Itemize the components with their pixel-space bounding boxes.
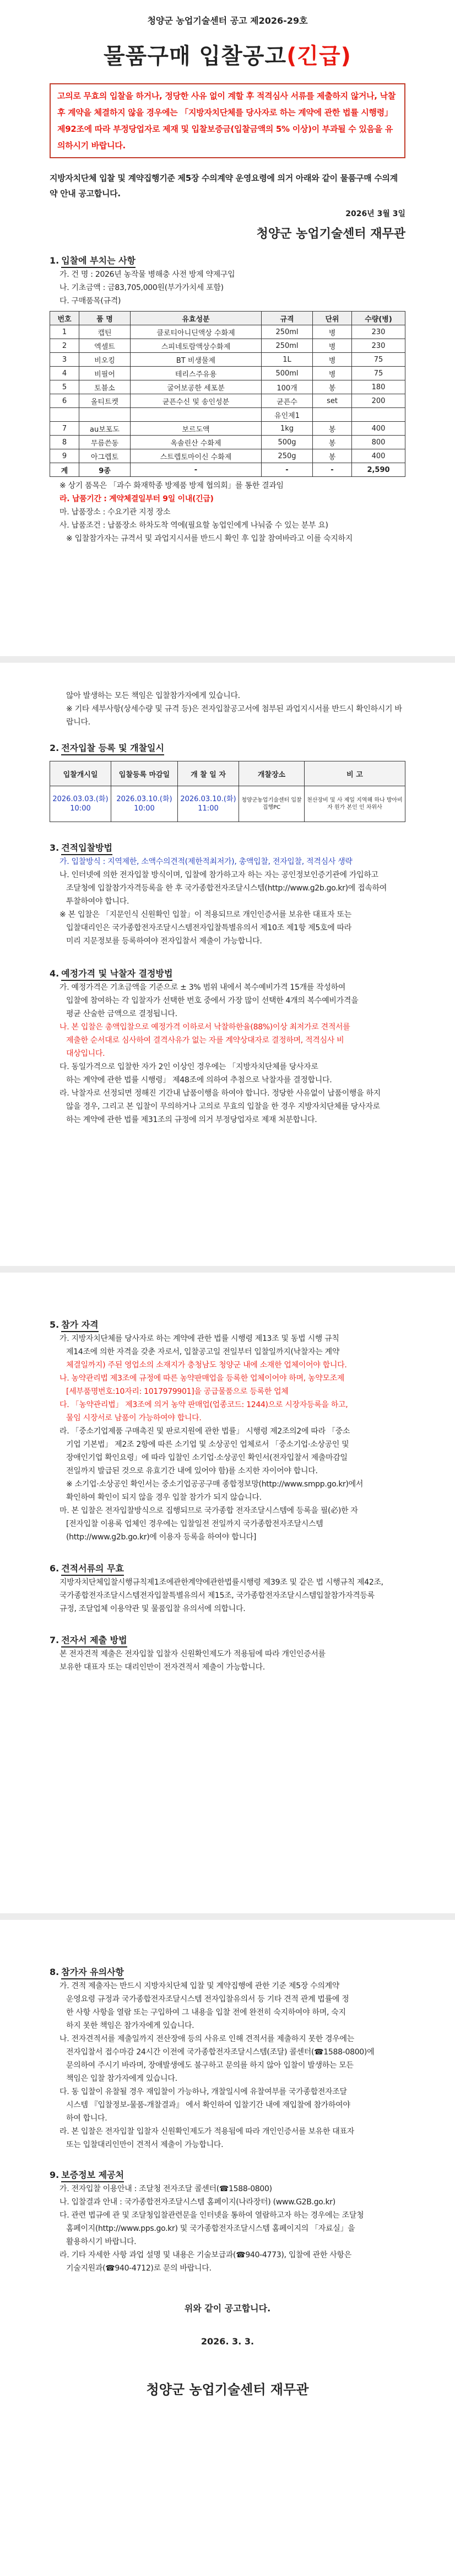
page-title — [50, 39, 405, 70]
table-cell: 스트렙토마이신 수화제 — [131, 449, 262, 463]
text-line: 홈페이지(http://www.pps.go.kr) 및 국가종합전자조달시스템 홈페이지의 「자료실」을 — [66, 2224, 355, 2233]
table-cell: set — [313, 394, 352, 408]
text-line: 전자입찰서 접수마감 24시간 이전에 국가종합전자조달시스템(조달) 콜센터(☎1588-0800)에 — [66, 2048, 375, 2057]
section-number: 1. — [50, 255, 59, 266]
section-number: 8. — [50, 1967, 59, 1977]
delivery-place-line: 마. 납품장소 : 수요기관 지정 장소 — [59, 508, 171, 517]
table-cell: 청양군농업기술센터 입찰집행PC — [239, 786, 305, 822]
notice-number: 청양군 농업기술센터 공고 제2026-29호 — [147, 15, 308, 26]
page-3 — [0, 1273, 455, 1674]
items-table — [50, 311, 405, 477]
table-cell: 병 — [313, 353, 352, 367]
table-cell: 캡틴 — [79, 325, 131, 339]
text-line: 전일까지 발급된 것으로 유효기간 내에 있어야 함)를 소지한 자이어야 합니다. — [66, 1467, 318, 1475]
page-divider — [0, 656, 455, 663]
closing-statement: 위와 같이 공고합니다. — [184, 2303, 271, 2314]
table-cell: 올티트켓 — [79, 394, 131, 408]
text-line: 시스템 『입찰정보-물품-개찰결과』 에서 확인하여 입찰기간 내에 재입찰에 참가하여야 — [66, 2101, 350, 2110]
table-cell: 봉 — [313, 380, 352, 394]
table-cell — [79, 408, 131, 422]
table-cell: 천산장비 및 사 제일 지역해 하나 방아비자 원가 본인 인 차위사 — [305, 786, 405, 822]
table-cell: 4 — [50, 367, 79, 380]
page-divider — [0, 1913, 455, 1920]
table-row — [50, 449, 405, 463]
text-line: 마. 본 입찰은 전자입찰방식으로 집행되므로 국가종합 전자조달시스템에 등록을 필(必)한 자 — [59, 1506, 358, 1515]
column-header: 입찰개시일 — [50, 761, 111, 786]
text-line: (http://www.g2b.go.kr)에 이용자 등록을 하여야 합니다] — [66, 1533, 257, 1542]
text-line: 나. 입찰결과 안내 : 국가종합전자조달시스템 홈페이지(나라장터) (www.G2B.go.kr) — [59, 2198, 335, 2207]
page-2 — [0, 663, 455, 1126]
column-header: 비 고 — [305, 761, 405, 786]
text-line: 또는 입찰대리인만이 견적서 제출이 가능합니다. — [66, 2140, 224, 2149]
table-cell: BT 비생물제 — [131, 353, 262, 367]
section-4-heading — [50, 967, 405, 981]
table-cell: 75 — [352, 367, 405, 380]
table-header-row — [50, 761, 405, 786]
text-line: 물임 시장서로 남품이 가능하여야 합니다. — [66, 1414, 202, 1423]
table-cell: au보포도 — [79, 422, 131, 436]
table-cell: 8 — [50, 436, 79, 449]
text-line: 하지 못한 책임은 참가자에게 있습니다. — [66, 2021, 194, 2030]
closing-organization: 청양군 농업기술센터 재무관 — [146, 2382, 309, 2397]
section-number: 9. — [50, 2170, 59, 2180]
column-header: 개찰장소 — [239, 761, 305, 786]
section-3-heading — [50, 841, 405, 855]
table-cell — [131, 408, 262, 422]
section-8-heading — [50, 1965, 405, 1979]
delivery-period-line: 라. 납품기간 : 계약체결일부터 9일 이내(긴급) — [59, 495, 214, 503]
text-line: 대상입니다. — [66, 1049, 105, 1058]
table-cell: 500g — [262, 436, 313, 449]
text-line: 조달청에 입찰참가자격등록을 한 후 국가종합전자조달시스템(http://www.g2b.go.kr)에 접속하여 — [66, 884, 387, 893]
table-cell — [313, 408, 352, 422]
section-7-heading — [50, 1633, 405, 1647]
text-line: 가. 예정가격은 기초금액을 기준으로 ± 3% 범위 내에서 복수예비가격 15개를 작성하여 — [59, 983, 346, 992]
table-cell: 800 — [352, 436, 405, 449]
table-cell: 9종 — [79, 463, 131, 477]
section-title: 참가자 유의사항 — [61, 1965, 124, 1979]
text-line: 규정, 조달업체 이용약관 및 물품입찰 유의서에 의합니다. — [59, 1604, 246, 1613]
table-row — [50, 380, 405, 394]
table-cell: 옥솔린산 수화제 — [131, 436, 262, 449]
text-line: 하는 계약에 관한 법률 시행령」 제48조에 의하여 추첨으로 낙찰자를 결정합니다. — [66, 1076, 332, 1085]
table-cell: 테리스주유용 — [131, 367, 262, 380]
column-header: 품 명 — [79, 312, 131, 325]
text-line: 제14조에 의한 자격을 갖춘 자로서, 입찰공고일 전일부터 입찰일까지(낙찰자는 계약 — [66, 1348, 340, 1356]
table-cell: 봉 — [313, 422, 352, 436]
column-header: 단위 — [313, 312, 352, 325]
section-9-heading — [50, 2168, 405, 2182]
table-cell: - — [262, 463, 313, 477]
table-cell: 230 — [352, 325, 405, 339]
table-cell: 비오킹 — [79, 353, 131, 367]
table-cell: 클로티아니딘액상 수화제 — [131, 325, 262, 339]
table-cell: 굴어보공한 세포분 — [131, 380, 262, 394]
text-line: 다. 관련 법규에 관 및 조달청입찰관련문을 인터넷을 통하여 열람하고자 하는 경우에는 조달청 — [59, 2211, 364, 2220]
column-header: 입찰등록 마감일 — [111, 761, 178, 786]
table-cell: 250g — [262, 449, 313, 463]
text-line: 가. 입찰방식 : 지역제한, 소액수의견적(제한적최저가), 총액입찰, 전자입찰, 적격심사 생략 — [59, 857, 353, 866]
section-number: 5. — [50, 1319, 59, 1330]
text-line: 활용하시기 바랍니다. — [66, 2237, 137, 2246]
table-cell: 2026.03.03.(화) 10:00 — [50, 786, 111, 822]
intro-text: 지방자치단체 입찰 및 계약집행기준 제5장 수의계약 운영요령에 의거 아래와 같이 물품구매 수의계약 안내 공고합니다. — [50, 173, 398, 198]
text-line: 기업 기본법」 제2조 2항에 따른 소기업 및 소상공인 업체로서 「중소기업·소상공인 및 — [66, 1440, 349, 1449]
section-title: 참가 자격 — [61, 1318, 98, 1332]
table-total-row — [50, 463, 405, 477]
item-name-line: 가. 건 명 : 2026년 농작물 병해충 사전 방제 약제구입 — [59, 270, 235, 279]
table-cell: 병 — [313, 367, 352, 380]
table-cell: 400 — [352, 422, 405, 436]
detail-note: ※ 기타 세부사항(상세수량 및 규격 등)은 전자입찰공고서에 첨부된 과업지시서를 반드시 확인하시기 바랍니다. — [66, 705, 402, 727]
section-title: 견적서류의 무효 — [61, 1561, 124, 1576]
table-cell: 180 — [352, 380, 405, 394]
text-line: 운영요령 규정과 국가종합전자조달시스템 전자입찰유의서 등 기타 견적 관계 법률에 정 — [66, 1995, 349, 2004]
table-cell: 비필어 — [79, 367, 131, 380]
table-cell: 100개 — [262, 380, 313, 394]
table-cell: 5 — [50, 380, 79, 394]
text-line: 제출한 순서대로 심사하여 결격사유가 없는 자를 계약상대자로 결정하며, 적격심사 비 — [66, 1036, 344, 1045]
section-1-heading — [50, 254, 405, 268]
section-5-heading — [50, 1318, 405, 1332]
table-cell: 500ml — [262, 367, 313, 380]
table-cell: 계 — [50, 463, 79, 477]
table-cell: 유인제1 — [262, 408, 313, 422]
table-cell: - — [131, 463, 262, 477]
section-title: 입찰에 부치는 사항 — [61, 254, 136, 268]
table-cell: 엑셀트 — [79, 339, 131, 353]
items-table-body — [50, 325, 405, 477]
table-cell: 스피네토람액상수화제 — [131, 339, 262, 353]
section-number: 4. — [50, 968, 59, 979]
title-urgent: (긴급) — [286, 44, 351, 69]
text-line: 투찰하여야 합니다. — [66, 897, 129, 906]
text-line: ※ 본 입찰은 「지문인식 신원확인 입찰」이 적용되므로 개인인증서를 보유한 대표자 또는 — [59, 910, 351, 919]
text-line: 본 전자견적 제출은 전자입찰 입찰자 신원확인제도가 적용됨에 따라 개인인증서를 — [59, 1650, 326, 1659]
page-4 — [0, 1920, 455, 2398]
base-amount-line: 나. 기초금액 : 금83,705,000원(부가가치세 포함) — [59, 283, 224, 292]
page-divider — [0, 1266, 455, 1273]
table-row — [50, 353, 405, 367]
text-line: 체결일까지) 주된 영업소의 소재지가 충청남도 청양군 내에 소재한 업체이어야 합니다. — [66, 1361, 347, 1370]
table-cell: 아그렙토 — [79, 449, 131, 463]
column-header: 규격 — [262, 312, 313, 325]
text-line: 가. 전자입찰 이용안내 : 조달청 전자조달 콜센터(☎1588-0800) — [59, 2185, 272, 2193]
table-cell: 6 — [50, 394, 79, 408]
page-1 — [0, 0, 455, 545]
text-line: [전자입찰 이용록 업체인 경우에는 입찰일전 전일까지 국가종합전자조달시스템 — [66, 1520, 323, 1528]
table-row — [50, 394, 405, 408]
section-title: 견적입찰방법 — [61, 841, 112, 855]
table-note: ※ 상기 품목은 「과수 화재학종 방제품 방제 협의회」를 통한 결과임 — [59, 481, 284, 490]
text-line: 입찰대리인은 국가종합전자조달시스템전자입찰특별유의서 제10조 제1항 제5호에 따라 — [66, 924, 352, 932]
text-line: 다. 「농약관리법」 제3조에 의거 농약 판매업(업종코드: 1244)으로 시장자등록을 하고, — [59, 1400, 348, 1409]
text-line: 라. 낙찰자로 선정되면 정해진 기간내 납품이행을 하여야 합니다. 정당한 사유없이 납품이행을 하지 — [59, 1089, 381, 1098]
schedule-table — [50, 761, 405, 822]
table-cell: 75 — [352, 353, 405, 367]
table-row — [50, 325, 405, 339]
table-cell: 3 — [50, 353, 79, 367]
text-line: 가. 견적 제출자는 반드시 지방자치단체 입찰 및 계약집행에 관한 기준 제5장 수의계약 — [59, 1982, 340, 1990]
text-line: 나. 전자견적서를 제출일까지 전산장애 등의 사유로 인해 견적서를 제출하지 못한 경우에는 — [59, 2035, 354, 2043]
table-cell: 병 — [313, 325, 352, 339]
text-line: 평균 산술한 금액으로 결정됩니다. — [66, 1010, 177, 1018]
section-number: 7. — [50, 1635, 59, 1645]
section-6-heading — [50, 1561, 405, 1576]
table-cell: 9 — [50, 449, 79, 463]
text-line: 지방자치단체입찰시행규칙제1조에관한계약에관한법률시행령 제39조 및 같은 법 시행규칙 제42조, — [59, 1578, 383, 1587]
delivery-condition-line: 사. 납품조건 : 납품장소 하차도착 역에(필요할 농업인에게 나눠줌 수 있는 분부 요) — [59, 521, 328, 530]
section-number: 6. — [50, 1563, 59, 1574]
warning-box — [50, 83, 405, 158]
text-line: 하는 계약에 관한 법률 제31조의 규정에 의거 부정당업자로 제재 처분합니다. — [66, 1115, 317, 1124]
table-cell: 250ml — [262, 339, 313, 353]
text-line: ※ 소기업·소상공인 확인서는 중소기업공공구매 종합정보망(http://www.smpp.go.kr)에서 — [66, 1480, 364, 1489]
section-number: 3. — [50, 842, 59, 853]
text-line: 라. 「중소기업제품 구매촉진 및 판로지원에 관한 법률」 시행령 제2조의2에 따라 「중소 — [59, 1427, 350, 1436]
table-cell — [50, 408, 79, 422]
column-header: 수량(병) — [352, 312, 405, 325]
table-cell: 1kg — [262, 422, 313, 436]
text-line: 하여 합니다. — [66, 2114, 107, 2123]
table-cell: 보르도액 — [131, 422, 262, 436]
table-cell: 봉 — [313, 449, 352, 463]
table-row — [50, 339, 405, 353]
table-cell: 균픈수신 및 송인성분 — [131, 394, 262, 408]
table-row — [50, 436, 405, 449]
section-title: 전자입찰 등록 및 개찰일시 — [61, 741, 164, 755]
table-cell: 1L — [262, 353, 313, 367]
column-header: 번호 — [50, 312, 79, 325]
section-number: 2. — [50, 743, 59, 753]
text-line: [세부품명번호:10자리: 1017979901]을 공급물품으로 등록한 업체 — [66, 1387, 289, 1396]
table-row — [50, 422, 405, 436]
text-line: 나. 본 입찰은 총액입찰으로 예정가격 이하로서 낙찰하한율(88%)이상 최저가로 견적서를 — [59, 1023, 350, 1032]
spec-note-continued: 않아 발생하는 모든 책임은 입찰참가자에게 있습니다. — [66, 691, 240, 700]
table-cell: 7 — [50, 422, 79, 436]
column-header: 유효성분 — [131, 312, 262, 325]
text-line: 라. 기타 자세한 사항 과업 설명 및 내용은 기술보급과(☎940-4773), 입찰에 관한 사항은 — [59, 2251, 351, 2260]
items-label: 다. 구매품목(규격) — [59, 297, 121, 305]
text-line: 책임은 입찰 참가자에게 있습니다. — [66, 2074, 177, 2083]
table-cell: 2 — [50, 339, 79, 353]
text-line: 한 사항 사항을 열람 또는 구입하여 그 내용을 입찰 전에 완전히 숙지하여야 하며, 숙지 — [66, 2008, 346, 2017]
text-line: 나. 인터넷에 의한 전자입찰 방식이며, 입찰에 참가하고자 하는 자는 공인정보인증기관에 가입하고 — [59, 871, 378, 879]
text-line: 다. 동 입찰이 유찰될 경우 재입찰이 가능하나, 개찰일시에 유찰여부를 국가종합전자조달 — [59, 2087, 347, 2096]
section-title: 전자서 제출 방법 — [61, 1633, 127, 1647]
section-title: 예정가격 및 낙찰자 결정방법 — [61, 967, 172, 981]
table-cell: 230 — [352, 339, 405, 353]
text-line: 국가종합전자조달시스템전자입찰특별유의서 제15조, 국가종합전자조달시스템입찰참가자격등록 — [59, 1591, 375, 1600]
table-cell: 2026.03.10.(화) 10:00 — [111, 786, 178, 822]
table-cell: 봉 — [313, 436, 352, 449]
warning-text: 고의로 무효의 입찰을 하거나, 정당한 사유 없이 계할 후 적격심사 서류를 제출하지 않거나, 낙찰 후 계약을 체결하지 않을 경우에는 「지방자치단체를 당사자로 하는 계약에 관한 법률 시행령」 제92조에 따라 부정당업자로 제재 및 입찰보증금(입찰금액의 5% 이상)이 부과될 수 있음을 유의하시기 바랍니다. — [57, 91, 396, 151]
text-line: 장애인기업 확인요령」에 따라 입찰인 소기업·소상공인 확인서(전자입찰서 제출마감일 — [66, 1453, 348, 1462]
notice-date: 2026년 3월 3일 — [345, 210, 405, 218]
table-cell: 2026.03.10.(화) 11:00 — [178, 786, 239, 822]
table-row — [50, 786, 405, 822]
issuing-organization: 청양군 농업기술센터 재무관 — [256, 227, 405, 241]
table-cell: 토블소 — [79, 380, 131, 394]
title-main: 물품구매 입찰공고 — [104, 44, 287, 69]
text-line: 다. 동일가격으로 입찰한 자가 2인 이상인 경우에는 「지방자치단체를 당사자로 — [59, 1062, 318, 1071]
text-line: 기술지원과(☎940-4712)로 문의 바랍니다. — [66, 2264, 212, 2273]
column-header: 개 찰 일 자 — [178, 761, 239, 786]
text-line: 가. 지방자치단체를 당사자로 하는 계약에 관한 법률 시행령 제13조 및 동법 시행 규칙 — [59, 1334, 339, 1343]
text-line: 문의하여 주시기 바라며, 장애발생에도 불구하고 문의를 하지 않아 입찰이 발생하는 모든 — [66, 2061, 354, 2070]
table-cell: 250ml — [262, 325, 313, 339]
table-cell: 병 — [313, 339, 352, 353]
section-title: 보증정보 제공처 — [61, 2168, 124, 2182]
text-line: 입찰에 참여하는 각 입찰자가 선택한 번호 중에서 가장 많이 선택한 4개의 복수예비가격을 — [66, 996, 359, 1005]
table-cell: 균픈수 — [262, 394, 313, 408]
table-cell: - — [313, 463, 352, 477]
table-cell: 1 — [50, 325, 79, 339]
table-cell — [352, 408, 405, 422]
table-row — [50, 367, 405, 380]
table-cell: 200 — [352, 394, 405, 408]
section-2-heading — [50, 741, 405, 755]
text-line: 미리 지문정보를 등록하여야 전자입찰서 제출이 가능합니다. — [66, 937, 262, 946]
table-cell: 2,590 — [352, 463, 405, 477]
text-line: 확인하여 확인이 되지 않을 경우 입찰 참가가 되지 않습니다. — [66, 1493, 262, 1502]
spec-note: ※ 입찰참가자는 규격서 및 과업지시서를 반드시 확인 후 입찰 참여바라고 이를 숙지하지 — [66, 534, 353, 543]
table-header-row — [50, 312, 405, 325]
closing-date: 2026. 3. 3. — [201, 2336, 254, 2347]
text-line: 나. 농약관리법 제3조에 규정에 따른 농약판매업을 등록한 업체이어야 하며, 농약모조제 — [59, 1374, 345, 1383]
text-line: 않을 경우, 그리고 본 입찰이 무의하거나 고의로 무효의 입찰을 한 경우 지방자치단체를 당사자로 — [66, 1102, 380, 1111]
table-cell: 400 — [352, 449, 405, 463]
table-row — [50, 408, 405, 422]
text-line: 보유한 대표자 또는 대리인만이 전자견적서 제출이 가능합니다. — [59, 1663, 265, 1672]
table-cell: 무름쓴동 — [79, 436, 131, 449]
text-line: 라. 본 입찰은 전자입찰 입찰자 신원확인제도가 적용됨에 따라 개인인증서를 보유한 대표자 — [59, 2127, 354, 2136]
